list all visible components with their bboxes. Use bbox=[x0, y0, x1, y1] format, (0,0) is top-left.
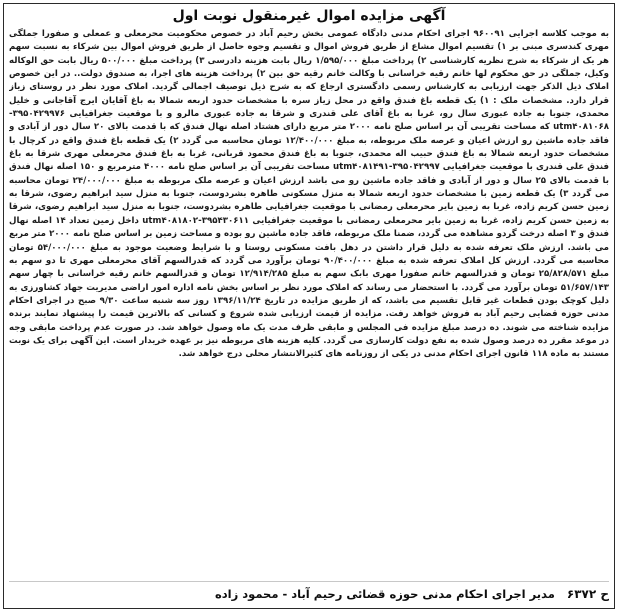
signature-line: مدیر اجرای احکام مدنی حوزه قضائی رحیم آباد - محمود زاده bbox=[214, 587, 555, 601]
reference-number: ح ۶۳۷۲ bbox=[566, 587, 609, 601]
legal-notice bbox=[3, 3, 615, 609]
notice-title: آگهی مزایده اموال غیرمنقول نوبت اول bbox=[172, 8, 446, 24]
notice-body: به موجب کلاسه اجرایی ۹۶۰۰۹۱ اجرای احکام مدنی دادگاه عمومی بخش رحیم آباد در خصوص محکومیت محرمعلی و عمعلی و صفورا جملگی مهری کندسری مبنی بر ۱) تقسیم اموال مشاع از طریق فروش اموال و تقسیم وجوه حاصل از طریق فروش اموال بین شرکاء به نسبت سهم هر یک از شرکاء به شرح نظریه کارشناسی ۲) پرداخت مبلغ ۱/۵۹۵/۰۰۰ ریال بابت هزینه دادرسی ۳) پرداخت مبلغ ۵۰۰/۰۰۰ ریال بابت حق الوکاله وکیل، جملگی در حق محکوم لها خانم رقیه خراسانی با وکالت خانم رقیه حق بین ۲) پرداخت هزینه های اجرا، به صندوق دولت.. در این خصوص املاک ذیل الذکر جهت ارزیابی به کارشناس رسمی دادگستری ارجاع که به شرح ذیل توصیف اجمالی گردید. املاک مورد نظر در روستای زیاز قرار دارد. مشخصات ملک : ۱) یک قطعه باغ فندق واقع در محل زیاز سره با مشخصات حدود اربعه شمالا به باغ آقایان ایرج آقاجانی و خلیل محمدی، جنوبا به جاده عبوری سال رو، غربا به باغ آقای علی قندری و شرقا به جاده عبوری مالرو و با موقعیت جغرافیایی ۳۹۵۰۴۲۹۹۷۶-utm۴۰۸۱۰۶۸ که مساحت تقریبی آن بر اساس صلح نامه ۲۰۰۰ متر مربع دارای هشتاد اصله نهال فندق که با قدمت بالای ۲۰ سال دور از آبادی و فاقد جاده ماشین رو ارزش اعیان و عرصه ملک مربوطه، به مبلغ ۱۲/۴۰۰/۰۰۰ تومان محاسبه می گردد ۲) یک قطعه باغ فندق واقع در کرچال با مشخصات حدود اربعه شمالا به باغ فندق حبیب اله محمدی، جنوبا به باغ فندق محمود قربانی، غربا به باغ فندق محرمعلی مهری شرقا به باغ فندق علی قندری با موقعیت جغرافیایی ۳۹۵۰۴۲۹۹۷-utm۴۰۸۱۴۹۱ مساحت تقریبی آن بر اساس صلح نامه ۴۰۰۰ مترمربع و ۱۵۰ اصله نهال فندق با قدمت بالای ۲۵ سال و دور از آبادی و فاقد جاده ماشین رو می باشد ارزش اعیان و عرصه ملک مربوطه به مبلغ ۲۴/۰۰۰/۰۰۰ تومان محاسبه می گردد ۳) یک قطعه زمین با مشخصات حدود اربعه شمالا به منزل مسکونی طاهره بشردوست، جنوبا به منزل سید ابراهیم رضوی، شرقا به زمین حسن کریم زاده، غربا به زمین بایر محرمعلی رمضانی با موقعیت جغرافیایی طاهره بشردوست، جنوبا به منزل سید ابراهیم رضوی، شرقا به زمین حسن کریم زاده، غربا به زمین بایر محرمعلی رمضانی با موقعیت جغرافیایی ۳۹۵۴۳۰۶۱۱-utm۴۰۸۱۸۰۲ داخل زمین تعداد ۱۴ اصله نهال فندق و ۳ اصله درخت گردو مشاهده می گردد، ضمنا ملک مربوطه، فاقد جاده ماشین رو بوده و مساحت زمین بر اساس صلح نامه ۲۰۰۰ متر مربع می باشد. ارزش ملک تعرفه شده به دلیل قرار داشتن در دهل بافت مسکونی روستا و با شرایط وضعیت موجود به مبلغ ۵۴/۰۰۰/۰۰۰ تومان محاسبه می گردد. ارزش کل املاک تعرفه شده به مبلغ ۹۰/۴۰۰/۰۰۰ تومان برآورد می گردد که قدرالسهم آقای محرمعلی مهری تا دو سهم به مبلغ ۲۵/۸۲۸/۵۷۱ تومان و قدرالسهم خانم صفورا مهری بابک سهم به مبلغ ۱۲/۹۱۴/۲۸۵ تومان و قدرالسهم خانم رقیه خراسانی با چهار سهم ۵۱/۶۵۷/۱۴۳ تومان برآورد می گردد. با استحضار می رساند که املاک مورد نظر بر اساس بخش نامه اداره امور اراضی مدیریت جهاد کشاورزی به دلیل کوچک بودن قطعات غیر قابل تقسیم می باشد، که از طریق مزایده در تاریخ ۱۳۹۶/۱۱/۲۴ روز سه شنبه ساعت ۹/۳۰ صبح در اجرای احکام مدنی حوزه قضایی رحیم آباد به فروش خواهد رفت. مزایده از قیمت ارزیابی شده شروع و کسانی که بالاترین قیمت را پیشنهاد نمایند برنده مزایده شناخته می شوند. ده درصد مبلغ مزایده فی المجلس و مابقی ظرف مدت یک ماه وصول خواهد شد. در صورت عدم پرداخت مابقی وجه در موعد مقرر ده درصد وصول شده به نفع دولت کارسازی می گردد. کلیه هزینه های مربوطه نیز بر عهده خریدار است. این آگهی برای یک نوبت مستند به ماده ۱۱۸ قانون اجرای احکام مدنی در یکی از روزنامه های کثیرالانتشار محلی درج خواهد شد. bbox=[9, 29, 609, 360]
notice-footer bbox=[9, 581, 609, 606]
